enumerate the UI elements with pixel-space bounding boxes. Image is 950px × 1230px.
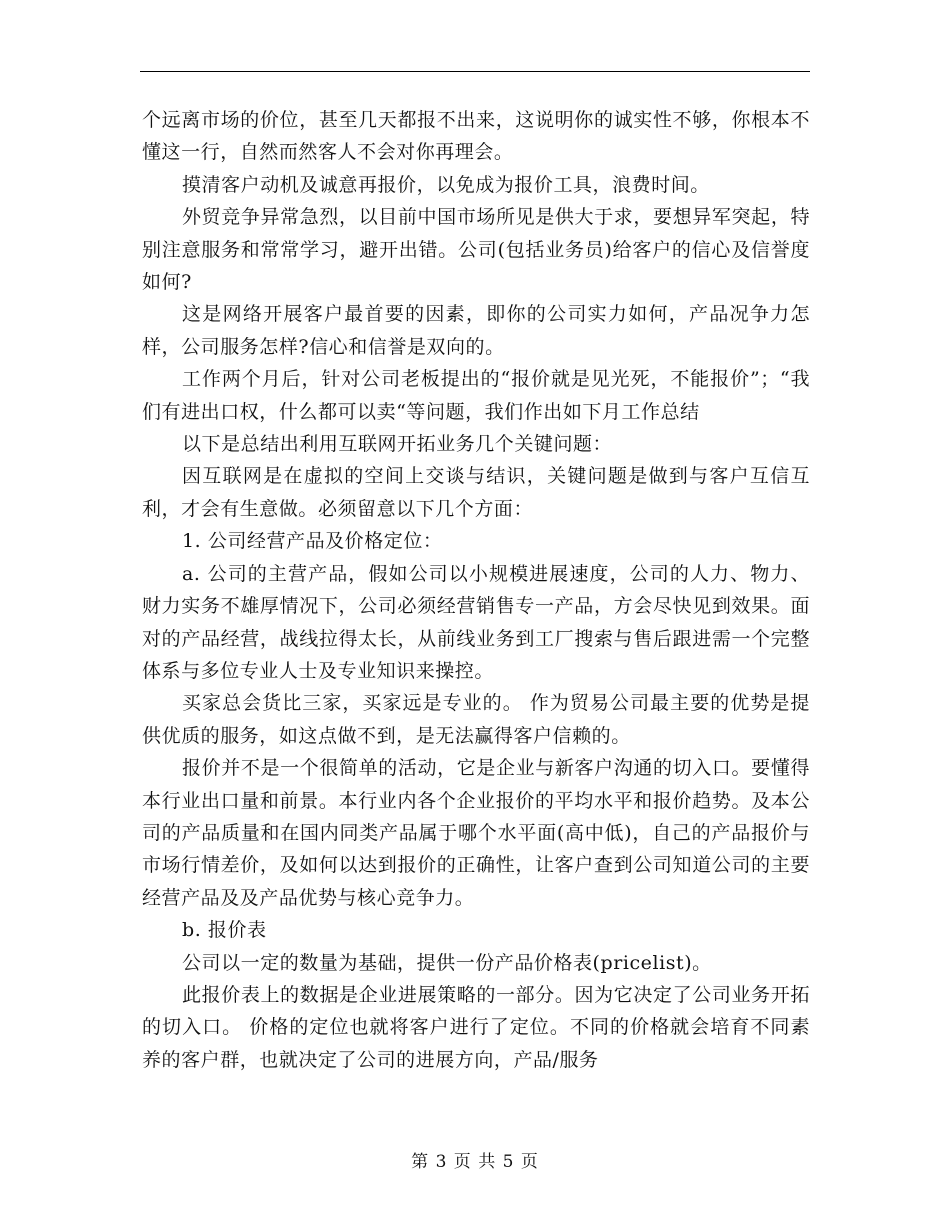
paragraph-1: 个远离市场的价位，甚至几天都报不出来，这说明你的诚实性不够，你根本不懂这一行，自然而然客人不会对你再理会。 — [142, 109, 810, 164]
paragraph-11: 报价并不是一个很简单的活动，它是企业与新客户沟通的切入口。要懂得本行业出口量和前景。本行业内各个企业报价的平均水平和报价趋势。及本公司的产品质量和在国内同类产品属于哪个水平面(高中低)，自己的产品报价与市场行情差价，及如何以达到报价的正确性，让客户查到公司知道公司的主要经营产品及及产品优势与核心竞争力。 — [142, 757, 810, 909]
section-heading-1: 1. 公司经营产品及价格定位： — [182, 530, 443, 553]
paragraph-4: 这是网络开展客户最首要的因素，即你的公司实力如何，产品况争力怎样，公司服务怎样?信心和信誉是双向的。 — [142, 303, 810, 358]
page-number-footer: 第 3 页 共 5 页 — [411, 1152, 539, 1172]
paragraph-9: a. 公司的主营产品，假如公司以小规模进展速度，公司的人力、物力、财力实务不雄厚情况下，公司必须经营销售专一产品，方会尽快见到效果。面对的产品经营，战线拉得太长，从前线业务到工厂搜索与售后跟进需一个完整体系与多位专业人士及专业知识来操控。 — [142, 562, 810, 682]
document-body — [142, 104, 810, 1076]
paragraph-14: 此报价表上的数据是企业进展策略的一部分。因为它决定了公司业务开拓的切入口。 价格的定位也就将客户进行了定位。不同的价格就会培育不同素养的客户群，也就决定了公司的进展方向，产品/服务 — [142, 983, 810, 1071]
paragraph-3: 外贸竞争异常急烈，以目前中国市场所见是供大于求，要想异军突起，特别注意服务和常常学习，避开出错。公司(包括业务员)给客户的信心及信誉度如何? — [142, 206, 810, 294]
paragraph-2: 摸清客户动机及诚意再报价，以免成为报价工具，浪费时间。 — [182, 173, 710, 196]
paragraph-5: 工作两个月后，针对公司老板提出的“报价就是见光死，不能报价”；“我们有进出口权，什么都可以卖“等问题，我们作出如下月工作总结 — [142, 368, 810, 423]
paragraph-7: 因互联网是在虚拟的空间上交谈与结识，关键问题是做到与客户互信互利，才会有生意做。必须留意以下几个方面： — [142, 465, 810, 520]
subsection-heading-b: b. 报价表 — [182, 919, 267, 942]
paragraph-6: 以下是总结出利用互联网开拓业务几个关键问题： — [182, 433, 613, 456]
paragraph-13: 公司以一定的数量为基础，提供一份产品价格表(pricelist)。 — [182, 951, 712, 974]
paragraph-10: 买家总会货比三家，买家远是专业的。 作为贸易公司最主要的优势是提供优质的服务，如这点做不到，是无法赢得客户信赖的。 — [142, 692, 810, 747]
header-rule — [140, 71, 810, 72]
